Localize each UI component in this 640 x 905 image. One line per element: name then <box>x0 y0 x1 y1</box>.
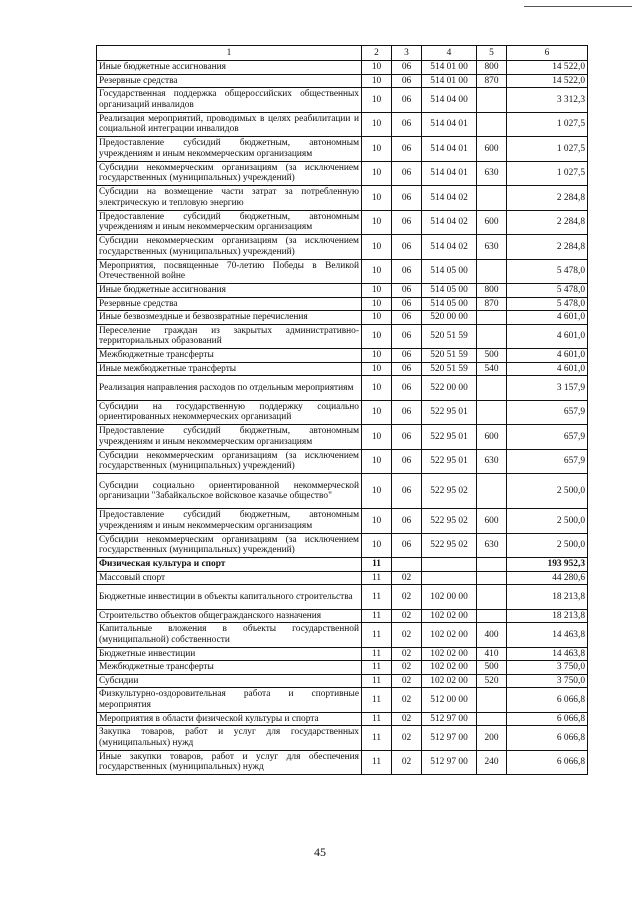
table-row <box>97 474 588 509</box>
cell-amount: 2 500,0 <box>507 509 588 534</box>
header-col-target-article: 4 <box>422 46 477 61</box>
cell-amount: 1 027,5 <box>507 137 588 162</box>
cell-section: 11 <box>362 558 392 572</box>
cell-name: Физическая культура и спорт <box>97 558 362 572</box>
cell-section: 11 <box>362 647 392 661</box>
cell-expense-type <box>477 688 507 713</box>
cell-subsection: 06 <box>392 509 422 534</box>
cell-subsection: 06 <box>392 311 422 325</box>
cell-expense-type: 630 <box>477 533 507 558</box>
table-body <box>97 61 588 775</box>
header-col-amount: 6 <box>507 46 588 61</box>
cell-subsection: 06 <box>392 349 422 363</box>
cell-target-article: 514 04 01 <box>422 112 477 137</box>
cell-subsection: 02 <box>392 712 422 726</box>
cell-subsection: 06 <box>392 88 422 113</box>
cell-target-article: 520 00 00 <box>422 311 477 325</box>
table-row <box>97 661 588 675</box>
cell-expense-type: 200 <box>477 726 507 751</box>
cell-subsection <box>392 558 422 572</box>
cell-amount: 3 312,3 <box>507 88 588 113</box>
cell-subsection: 06 <box>392 112 422 137</box>
cell-section: 10 <box>362 284 392 298</box>
cell-name: Резервные средства <box>97 74 362 88</box>
cell-amount: 2 284,8 <box>507 186 588 211</box>
cell-amount: 1 027,5 <box>507 161 588 186</box>
cell-amount: 3 750,0 <box>507 674 588 688</box>
cell-expense-type: 870 <box>477 74 507 88</box>
cell-target-article: 520 51 59 <box>422 362 477 376</box>
cell-subsection: 02 <box>392 661 422 675</box>
cell-name: Субсидии некоммерческим организациям (за исключением государственных (муниципальных) учреждений) <box>97 161 362 186</box>
cell-amount: 14 463,8 <box>507 623 588 648</box>
cell-amount: 2 284,8 <box>507 210 588 235</box>
cell-expense-type: 870 <box>477 297 507 311</box>
budget-table <box>96 45 588 775</box>
cell-expense-type <box>477 311 507 325</box>
cell-expense-type: 600 <box>477 210 507 235</box>
cell-name: Иные бюджетные ассигнования <box>97 284 362 298</box>
cell-amount: 3 750,0 <box>507 661 588 675</box>
cell-subsection: 06 <box>392 210 422 235</box>
cell-name: Физкультурно-оздоровительная работа и спортивные мероприятия <box>97 688 362 713</box>
cell-name: Резервные средства <box>97 297 362 311</box>
cell-amount: 4 601,0 <box>507 362 588 376</box>
cell-expense-type <box>477 585 507 610</box>
cell-target-article: 512 00 00 <box>422 688 477 713</box>
cell-expense-type <box>477 558 507 572</box>
cell-expense-type <box>477 259 507 284</box>
cell-expense-type: 630 <box>477 449 507 474</box>
cell-subsection: 06 <box>392 284 422 298</box>
cell-name: Межбюджетные трансферты <box>97 661 362 675</box>
cell-name: Субсидии на возмещение части затрат за потребленную электрическую и тепловую энергию <box>97 186 362 211</box>
cell-expense-type <box>477 571 507 585</box>
cell-subsection: 02 <box>392 688 422 713</box>
cell-target-article: 514 05 00 <box>422 284 477 298</box>
cell-expense-type: 400 <box>477 623 507 648</box>
table-row <box>97 186 588 211</box>
cell-expense-type <box>477 712 507 726</box>
cell-target-article: 512 97 00 <box>422 750 477 775</box>
cell-target-article: 520 51 59 <box>422 349 477 363</box>
cell-target-article: 102 02 00 <box>422 623 477 648</box>
cell-name: Иные безвозмездные и безвозвратные перечисления <box>97 311 362 325</box>
cell-name: Бюджетные инвестиции <box>97 647 362 661</box>
cell-name: Предоставление субсидий бюджетным, автономным учреждениям и иным некоммерческим организациям <box>97 210 362 235</box>
cell-target-article: 514 04 02 <box>422 186 477 211</box>
cell-name: Государственная поддержка общероссийских общественных организаций инвалидов <box>97 88 362 113</box>
cell-section: 10 <box>362 509 392 534</box>
cell-target-article: 102 02 00 <box>422 609 477 623</box>
cell-section: 10 <box>362 235 392 260</box>
table-row <box>97 137 588 162</box>
cell-subsection: 02 <box>392 623 422 648</box>
cell-amount: 14 522,0 <box>507 74 588 88</box>
table-row <box>97 726 588 751</box>
cell-target-article: 102 02 00 <box>422 674 477 688</box>
cell-subsection: 06 <box>392 449 422 474</box>
table-row <box>97 297 588 311</box>
cell-name: Субсидии некоммерческим организациям (за исключением государственных (муниципальных) учреждений) <box>97 533 362 558</box>
cell-section: 10 <box>362 474 392 509</box>
cell-amount: 5 478,0 <box>507 284 588 298</box>
cell-amount: 6 066,8 <box>507 726 588 751</box>
cell-target-article <box>422 558 477 572</box>
cell-target-article: 514 04 01 <box>422 137 477 162</box>
cell-amount: 657,9 <box>507 400 588 425</box>
cell-expense-type: 600 <box>477 509 507 534</box>
cell-amount: 2 500,0 <box>507 533 588 558</box>
cell-amount: 2 284,8 <box>507 235 588 260</box>
cell-name: Переселение граждан из закрытых административно-территориальных образований <box>97 324 362 349</box>
table-row <box>97 558 588 572</box>
cell-target-article: 522 95 01 <box>422 425 477 450</box>
table-row <box>97 400 588 425</box>
cell-subsection: 06 <box>392 376 422 401</box>
table-row <box>97 533 588 558</box>
table-row <box>97 647 588 661</box>
cell-target-article: 514 05 00 <box>422 297 477 311</box>
cell-subsection: 06 <box>392 186 422 211</box>
cell-amount: 193 952,3 <box>507 558 588 572</box>
cell-name: Строительство объектов общегражданского назначения <box>97 609 362 623</box>
cell-amount: 4 601,0 <box>507 324 588 349</box>
cell-subsection: 06 <box>392 474 422 509</box>
cell-section: 10 <box>362 88 392 113</box>
cell-expense-type: 240 <box>477 750 507 775</box>
header-col-expense-type: 5 <box>477 46 507 61</box>
table-row <box>97 284 588 298</box>
table-row <box>97 585 588 610</box>
cell-section: 10 <box>362 376 392 401</box>
cell-section: 10 <box>362 297 392 311</box>
cell-subsection: 02 <box>392 647 422 661</box>
cell-subsection: 06 <box>392 161 422 186</box>
cell-target-article: 522 95 02 <box>422 509 477 534</box>
cell-subsection: 06 <box>392 259 422 284</box>
cell-target-article: 522 95 02 <box>422 533 477 558</box>
table-row <box>97 61 588 75</box>
cell-subsection: 06 <box>392 297 422 311</box>
cell-amount: 5 478,0 <box>507 297 588 311</box>
cell-expense-type: 500 <box>477 349 507 363</box>
cell-expense-type <box>477 400 507 425</box>
cell-target-article: 522 95 01 <box>422 400 477 425</box>
cell-target-article: 514 05 00 <box>422 259 477 284</box>
cell-subsection: 02 <box>392 674 422 688</box>
table-row <box>97 688 588 713</box>
table-row <box>97 311 588 325</box>
cell-subsection: 06 <box>392 400 422 425</box>
cell-section: 11 <box>362 712 392 726</box>
cell-expense-type <box>477 112 507 137</box>
cell-expense-type <box>477 324 507 349</box>
header-col-section: 2 <box>362 46 392 61</box>
cell-target-article: 102 00 00 <box>422 585 477 610</box>
cell-amount: 4 601,0 <box>507 311 588 325</box>
table-row <box>97 449 588 474</box>
table-row <box>97 259 588 284</box>
cell-section: 10 <box>362 425 392 450</box>
cell-name: Субсидии социально ориентированной некоммерческой организации "Забайкальское войсковое казачье общество" <box>97 474 362 509</box>
cell-expense-type: 800 <box>477 61 507 75</box>
cell-section: 11 <box>362 661 392 675</box>
table-row <box>97 74 588 88</box>
cell-name: Иные закупки товаров, работ и услуг для обеспечения государственных (муниципальных) нужд <box>97 750 362 775</box>
cell-section: 11 <box>362 571 392 585</box>
cell-section: 11 <box>362 726 392 751</box>
cell-section: 11 <box>362 623 392 648</box>
cell-section: 10 <box>362 533 392 558</box>
cell-section: 10 <box>362 349 392 363</box>
cell-section: 10 <box>362 210 392 235</box>
cell-name: Мероприятия, посвященные 70-летию Победы в Великой Отечественной войне <box>97 259 362 284</box>
cell-amount: 6 066,8 <box>507 750 588 775</box>
cell-section: 10 <box>362 259 392 284</box>
cell-amount: 3 157,9 <box>507 376 588 401</box>
cell-name: Субсидии на государственную поддержку социально ориентированных некоммерческих организаций <box>97 400 362 425</box>
cell-target-article: 522 95 01 <box>422 449 477 474</box>
cell-target-article: 514 01 00 <box>422 61 477 75</box>
table-row <box>97 362 588 376</box>
cell-amount: 6 066,8 <box>507 712 588 726</box>
cell-expense-type: 500 <box>477 661 507 675</box>
cell-section: 10 <box>362 186 392 211</box>
cell-section: 11 <box>362 750 392 775</box>
cell-name: Иные межбюджетные трансферты <box>97 362 362 376</box>
cell-section: 11 <box>362 609 392 623</box>
cell-amount: 1 027,5 <box>507 112 588 137</box>
cell-subsection: 06 <box>392 362 422 376</box>
cell-expense-type: 600 <box>477 425 507 450</box>
cell-amount: 5 478,0 <box>507 259 588 284</box>
cell-expense-type <box>477 609 507 623</box>
cell-target-article: 514 04 00 <box>422 88 477 113</box>
cell-name: Реализация направления расходов по отдельным мероприятиям <box>97 376 362 401</box>
cell-section: 10 <box>362 449 392 474</box>
table-row <box>97 712 588 726</box>
cell-amount: 44 280,6 <box>507 571 588 585</box>
cell-amount: 4 601,0 <box>507 349 588 363</box>
cell-amount: 18 213,8 <box>507 609 588 623</box>
cell-section: 10 <box>362 311 392 325</box>
cell-subsection: 06 <box>392 533 422 558</box>
cell-section: 11 <box>362 674 392 688</box>
cell-amount: 14 463,8 <box>507 647 588 661</box>
cell-subsection: 06 <box>392 74 422 88</box>
cell-target-article: 520 51 59 <box>422 324 477 349</box>
cell-expense-type <box>477 88 507 113</box>
cell-name: Предоставление субсидий бюджетным, автономным учреждениям и иным некоммерческим организациям <box>97 509 362 534</box>
cell-section: 11 <box>362 585 392 610</box>
cell-target-article <box>422 571 477 585</box>
cell-subsection: 02 <box>392 750 422 775</box>
cell-section: 10 <box>362 362 392 376</box>
cell-expense-type: 630 <box>477 235 507 260</box>
cell-section: 10 <box>362 61 392 75</box>
cell-subsection: 06 <box>392 235 422 260</box>
cell-section: 11 <box>362 688 392 713</box>
cell-section: 10 <box>362 161 392 186</box>
cell-subsection: 02 <box>392 585 422 610</box>
cell-expense-type <box>477 186 507 211</box>
cell-expense-type: 800 <box>477 284 507 298</box>
table-row <box>97 425 588 450</box>
cell-subsection: 02 <box>392 609 422 623</box>
cell-subsection: 06 <box>392 61 422 75</box>
cell-name: Капитальные вложения в объекты государственной (муниципальной) собственности <box>97 623 362 648</box>
cell-subsection: 06 <box>392 137 422 162</box>
cell-section: 10 <box>362 74 392 88</box>
table-row <box>97 509 588 534</box>
cell-name: Иные бюджетные ассигнования <box>97 61 362 75</box>
page-number: 45 <box>314 845 326 859</box>
cell-name: Закупка товаров, работ и услуг для государственных (муниципальных) нужд <box>97 726 362 751</box>
cell-target-article: 514 04 02 <box>422 235 477 260</box>
table-row <box>97 161 588 186</box>
cell-expense-type: 410 <box>477 647 507 661</box>
table-row <box>97 235 588 260</box>
cell-name: Мероприятия в области физической культуры и спорта <box>97 712 362 726</box>
cell-amount: 14 522,0 <box>507 61 588 75</box>
cell-expense-type <box>477 474 507 509</box>
table-row <box>97 623 588 648</box>
table-header-row <box>97 46 588 61</box>
table-row <box>97 88 588 113</box>
table-row <box>97 674 588 688</box>
cell-name: Предоставление субсидий бюджетным, автономным учреждениям и иным некоммерческим организациям <box>97 425 362 450</box>
cell-section: 10 <box>362 112 392 137</box>
cell-amount: 657,9 <box>507 449 588 474</box>
cell-name: Бюджетные инвестиции в объекты капитального строительства <box>97 585 362 610</box>
header-rule <box>524 6 632 7</box>
cell-target-article: 514 01 00 <box>422 74 477 88</box>
table-row <box>97 112 588 137</box>
cell-section: 10 <box>362 400 392 425</box>
cell-expense-type: 600 <box>477 137 507 162</box>
cell-amount: 657,9 <box>507 425 588 450</box>
cell-section: 10 <box>362 137 392 162</box>
cell-subsection: 06 <box>392 425 422 450</box>
cell-target-article: 514 04 02 <box>422 210 477 235</box>
cell-target-article: 512 97 00 <box>422 712 477 726</box>
cell-name: Массовый спорт <box>97 571 362 585</box>
cell-name: Субсидии <box>97 674 362 688</box>
cell-name: Реализация мероприятий, проводимых в целях реабилитации и социальной интеграции инвалидов <box>97 112 362 137</box>
cell-target-article: 522 95 02 <box>422 474 477 509</box>
table-row <box>97 571 588 585</box>
cell-section: 10 <box>362 324 392 349</box>
cell-amount: 18 213,8 <box>507 585 588 610</box>
cell-name: Предоставление субсидий бюджетным, автономным учреждениям и иным некоммерческим организациям <box>97 137 362 162</box>
table-row <box>97 210 588 235</box>
cell-name: Субсидии некоммерческим организациям (за исключением государственных (муниципальных) учреждений) <box>97 449 362 474</box>
cell-subsection: 06 <box>392 324 422 349</box>
cell-expense-type: 520 <box>477 674 507 688</box>
table-row <box>97 349 588 363</box>
cell-subsection: 02 <box>392 571 422 585</box>
cell-amount: 2 500,0 <box>507 474 588 509</box>
cell-name: Субсидии некоммерческим организациям (за исключением государственных (муниципальных) учреждений) <box>97 235 362 260</box>
cell-target-article: 512 97 00 <box>422 726 477 751</box>
cell-target-article: 102 02 00 <box>422 661 477 675</box>
cell-target-article: 522 00 00 <box>422 376 477 401</box>
table-row <box>97 324 588 349</box>
cell-target-article: 102 02 00 <box>422 647 477 661</box>
cell-target-article: 514 04 01 <box>422 161 477 186</box>
cell-amount: 6 066,8 <box>507 688 588 713</box>
header-col-subsection: 3 <box>392 46 422 61</box>
cell-name: Межбюджетные трансферты <box>97 349 362 363</box>
cell-subsection: 02 <box>392 726 422 751</box>
cell-expense-type: 540 <box>477 362 507 376</box>
header-col-name: 1 <box>97 46 362 61</box>
cell-expense-type <box>477 376 507 401</box>
table-row <box>97 609 588 623</box>
table-row <box>97 376 588 401</box>
table-row <box>97 750 588 775</box>
cell-expense-type: 630 <box>477 161 507 186</box>
